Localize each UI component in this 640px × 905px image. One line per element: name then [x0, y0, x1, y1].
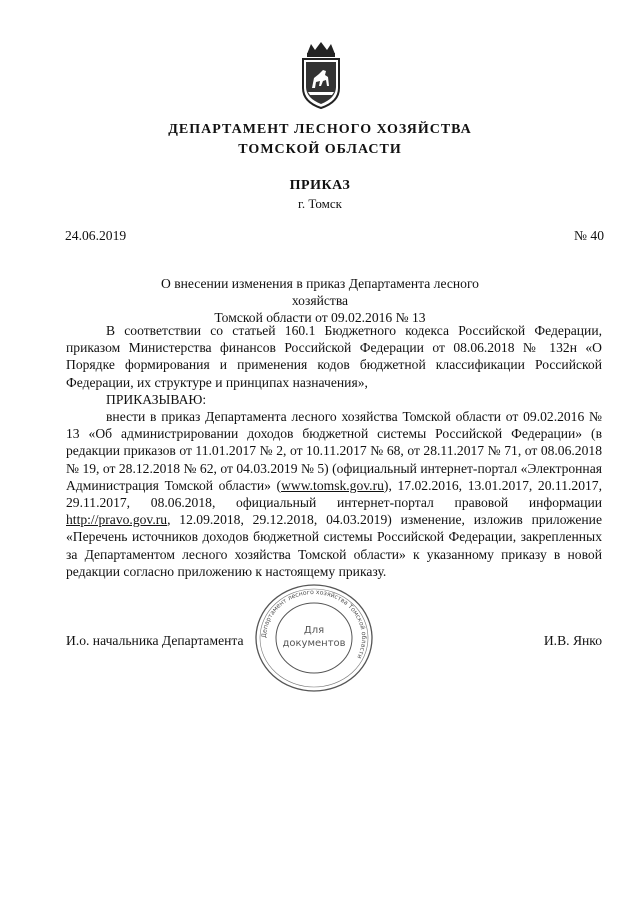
preamble-paragraph: В соответствии со статьей 160.1 Бюджетного кодекса Российской Федерации, приказом Министерства финансов Российской Федерации от 08.06.2018 № 132н «О Порядке формирования и применения кодов бюджетной классификации Российской Федерации, их структуре и принципах назначения»,	[66, 323, 602, 390]
department-title-line2: ТОМСКОЙ ОБЛАСТИ	[238, 142, 402, 157]
document-date: 24.06.2019	[65, 228, 127, 243]
document-body	[66, 322, 602, 580]
signatory-name: И.В. Янко	[543, 633, 602, 648]
city: г. Томск	[298, 196, 342, 211]
stamp-ring-text: Департамент лесного хозяйства Томской области	[260, 588, 368, 660]
order-text-part3: , 12.09.2018, 29.12.2018, 04.03.2019) изменение, изложив приложение «Перечень источников доходов бюджетной системы Российской Федерации, закрепленных за Департаментом лесного хозяйства Томской области» к указанному приказу в новой редакции согласно приложению к настоящему приказу.	[66, 512, 602, 579]
order-text-part1: внести в приказ Департамента лесного хозяйства Томской области от 09.02.2016 № 13 «Об администрировании доходов бюджетной системы Российской Федерации» (в редакции приказов от 11.01.2017 № 2, от 10.11.2017 № 68, от 28.11.2017 № 71, от 08.06.2018 № 19, от 28.12.2018 № 62, от 04.03.2019 № 5) (официальный интернет-портал «Электронная Администрация Томской области» (	[66, 409, 602, 493]
official-stamp	[253, 582, 375, 694]
order-paragraph	[66, 408, 602, 580]
pravo-gov-link[interactable]: http://pravo.gov.ru	[66, 512, 168, 528]
order-text-part2: ), 17.02.2016, 13.01.2017, 20.11.2017, 29.11.2017, 08.06.2018, официальный интернет-портал правовой информации	[66, 477, 602, 511]
stamp-center-line2: документов	[282, 638, 346, 649]
department-title-line1: ДЕПАРТАМЕНТ ЛЕСНОГО ХОЗЯЙСТВА	[168, 122, 472, 137]
subject-line2: Томской области от 09.02.2016 № 13	[214, 310, 426, 325]
document-subject	[150, 275, 490, 326]
orders-heading: ПРИКАЗЫВАЮ:	[106, 391, 207, 407]
signatory-role: И.о. начальника Департамента	[66, 633, 244, 648]
stamp-center-line1: Для	[303, 625, 325, 636]
tomsk-gov-link[interactable]: www.tomsk.gov.ru	[281, 477, 384, 493]
document-type: ПРИКАЗ	[289, 178, 351, 193]
document-number: № 40	[574, 228, 604, 243]
subject-line1: О внесении изменения в приказ Департамента лесного хозяйства	[161, 276, 479, 308]
coat-of-arms-icon	[299, 40, 343, 111]
